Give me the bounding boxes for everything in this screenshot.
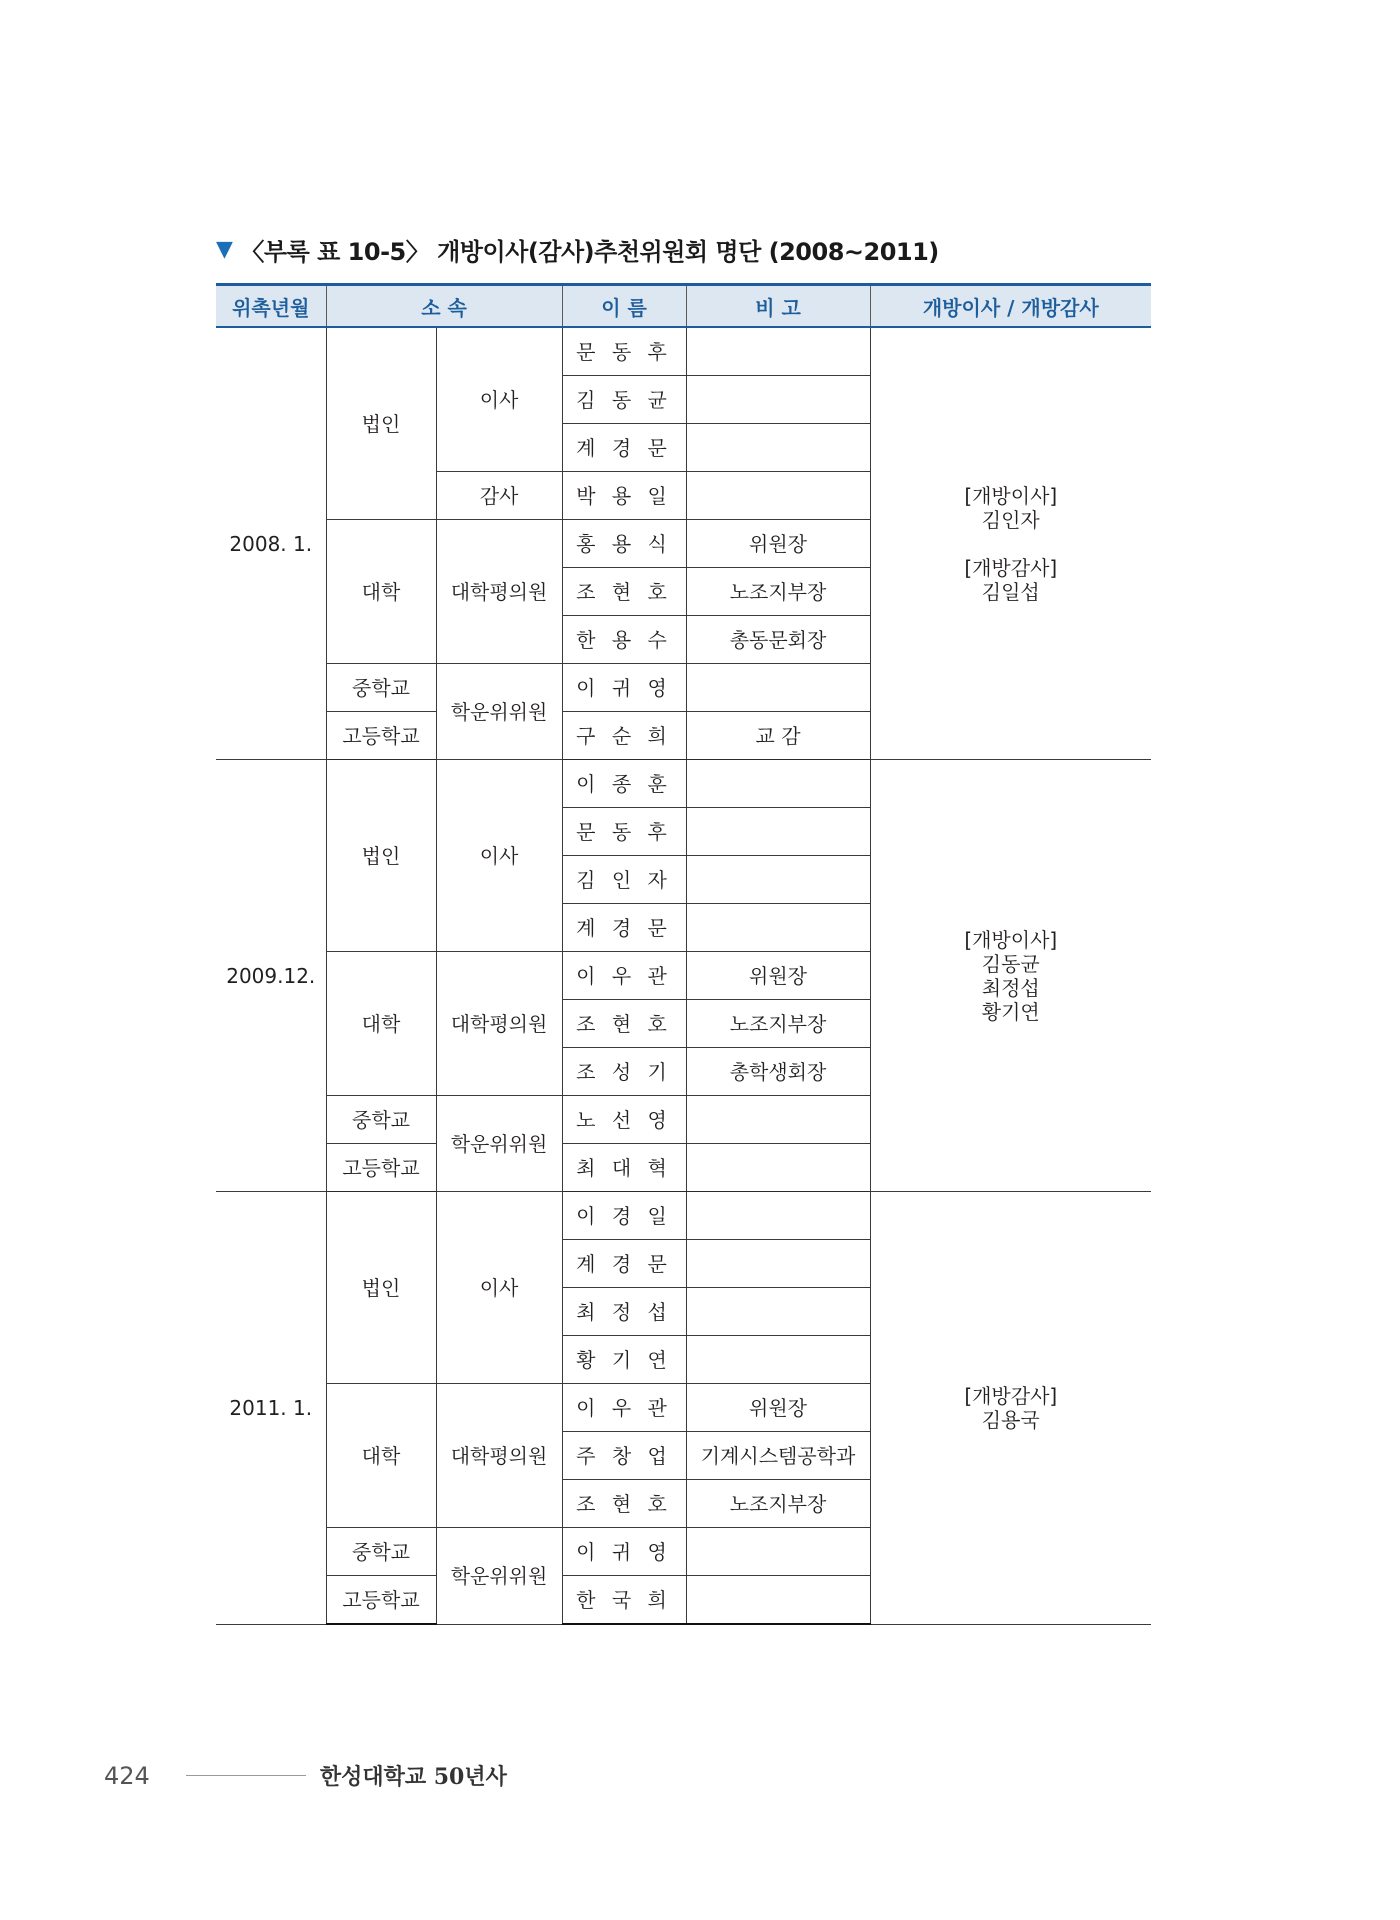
member-note (686, 1096, 870, 1144)
member-note (686, 808, 870, 856)
member-note (686, 856, 870, 904)
member-name: 김 동 균 (562, 376, 686, 424)
member-note (686, 1528, 870, 1576)
table-row (216, 760, 1151, 808)
book-title: 한성대학교 50년사 (319, 1764, 507, 1790)
member-note (686, 664, 870, 712)
member-name: 홍 용 식 (562, 520, 686, 568)
page-number: 424 (104, 1761, 150, 1790)
org-level-2: 이사 (436, 760, 562, 952)
committee-roster-table (216, 283, 1151, 1625)
org-level-1: 대학 (326, 520, 436, 664)
appointment-date: 2008. 1. (216, 327, 326, 760)
member-name: 김 인 자 (562, 856, 686, 904)
org-level-1: 중학교 (326, 1096, 436, 1144)
org-level-2: 이사 (436, 327, 562, 472)
appointment-date: 2009.12. (216, 760, 326, 1192)
org-level-1: 법인 (326, 760, 436, 952)
org-level-1: 중학교 (326, 1528, 436, 1576)
table-header-row (216, 285, 1151, 328)
org-level-2: 대학평의원 (436, 520, 562, 664)
table-title-text: 〈부록 표 10-5〉 개방이사(감사)추천위원회 명단 (2008~2011) (240, 238, 939, 266)
org-level-1: 고등학교 (326, 712, 436, 760)
member-name: 이 경 일 (562, 1192, 686, 1240)
member-name: 황 기 연 (562, 1336, 686, 1384)
member-name: 노 선 영 (562, 1096, 686, 1144)
member-name: 계 경 문 (562, 904, 686, 952)
open-roles-cell (870, 327, 1151, 760)
member-note: 노조지부장 (686, 1480, 870, 1528)
member-name: 이 우 관 (562, 1384, 686, 1432)
open-roles-text: [개방이사] 김인자 [개방감사] 김일섭 (964, 483, 1058, 604)
org-level-2: 학운위위원 (436, 1528, 562, 1625)
org-level-1: 대학 (326, 952, 436, 1096)
member-note (686, 1576, 870, 1625)
member-note (686, 1336, 870, 1384)
open-roles-cell (870, 1192, 1151, 1625)
member-name: 계 경 문 (562, 424, 686, 472)
member-note (686, 1288, 870, 1336)
table-title (216, 232, 939, 267)
member-name: 한 국 희 (562, 1576, 686, 1625)
member-name: 이 우 관 (562, 952, 686, 1000)
member-name: 조 현 호 (562, 568, 686, 616)
member-name: 조 현 호 (562, 1480, 686, 1528)
org-level-2: 대학평의원 (436, 952, 562, 1096)
member-name: 이 귀 영 (562, 1528, 686, 1576)
member-note (686, 327, 870, 376)
table-row (216, 327, 1151, 376)
member-name: 구 순 희 (562, 712, 686, 760)
member-note: 위원장 (686, 952, 870, 1000)
member-note: 기계시스템공학과 (686, 1432, 870, 1480)
header-date: 위촉년월 (216, 285, 326, 328)
member-note: 총학생회장 (686, 1048, 870, 1096)
member-name: 박 용 일 (562, 472, 686, 520)
member-note (686, 424, 870, 472)
member-name: 최 대 혁 (562, 1144, 686, 1192)
member-note: 총동문회장 (686, 616, 870, 664)
member-name: 한 용 수 (562, 616, 686, 664)
org-level-2: 학운위위원 (436, 664, 562, 760)
header-name: 이 름 (562, 285, 686, 328)
org-level-2: 대학평의원 (436, 1384, 562, 1528)
org-level-1: 중학교 (326, 664, 436, 712)
member-name: 최 정 섭 (562, 1288, 686, 1336)
member-name: 조 성 기 (562, 1048, 686, 1096)
org-level-1: 고등학교 (326, 1144, 436, 1192)
member-note: 노조지부장 (686, 1000, 870, 1048)
org-level-1: 고등학교 (326, 1576, 436, 1625)
member-note: 교 감 (686, 712, 870, 760)
org-level-1: 법인 (326, 327, 436, 520)
member-name: 조 현 호 (562, 1000, 686, 1048)
open-roles-text: [개방이사] 김동균 최정섭 황기연 (964, 927, 1058, 1024)
org-level-1: 대학 (326, 1384, 436, 1528)
member-name: 계 경 문 (562, 1240, 686, 1288)
member-note (686, 760, 870, 808)
org-level-2: 감사 (436, 472, 562, 520)
table-row (216, 1192, 1151, 1240)
member-note (686, 472, 870, 520)
member-note (686, 376, 870, 424)
member-name: 주 창 업 (562, 1432, 686, 1480)
member-name: 문 동 후 (562, 808, 686, 856)
org-level-2: 학운위위원 (436, 1096, 562, 1192)
triangle-down-icon: ▼ (216, 237, 233, 262)
header-open-roles: 개방이사 / 개방감사 (870, 285, 1151, 328)
footer-divider (186, 1775, 306, 1776)
member-note (686, 1240, 870, 1288)
member-note (686, 1192, 870, 1240)
member-name: 문 동 후 (562, 327, 686, 376)
member-name: 이 종 훈 (562, 760, 686, 808)
member-note: 위원장 (686, 520, 870, 568)
open-roles-text: [개방감사] 김용국 (964, 1383, 1058, 1432)
member-note (686, 904, 870, 952)
member-note: 노조지부장 (686, 568, 870, 616)
org-level-2: 이사 (436, 1192, 562, 1384)
header-note: 비 고 (686, 285, 870, 328)
header-affiliation: 소 속 (326, 285, 562, 328)
org-level-1: 법인 (326, 1192, 436, 1384)
member-note: 위원장 (686, 1384, 870, 1432)
page-footer (104, 1760, 507, 1791)
member-note (686, 1144, 870, 1192)
member-name: 이 귀 영 (562, 664, 686, 712)
open-roles-cell (870, 760, 1151, 1192)
appointment-date: 2011. 1. (216, 1192, 326, 1625)
